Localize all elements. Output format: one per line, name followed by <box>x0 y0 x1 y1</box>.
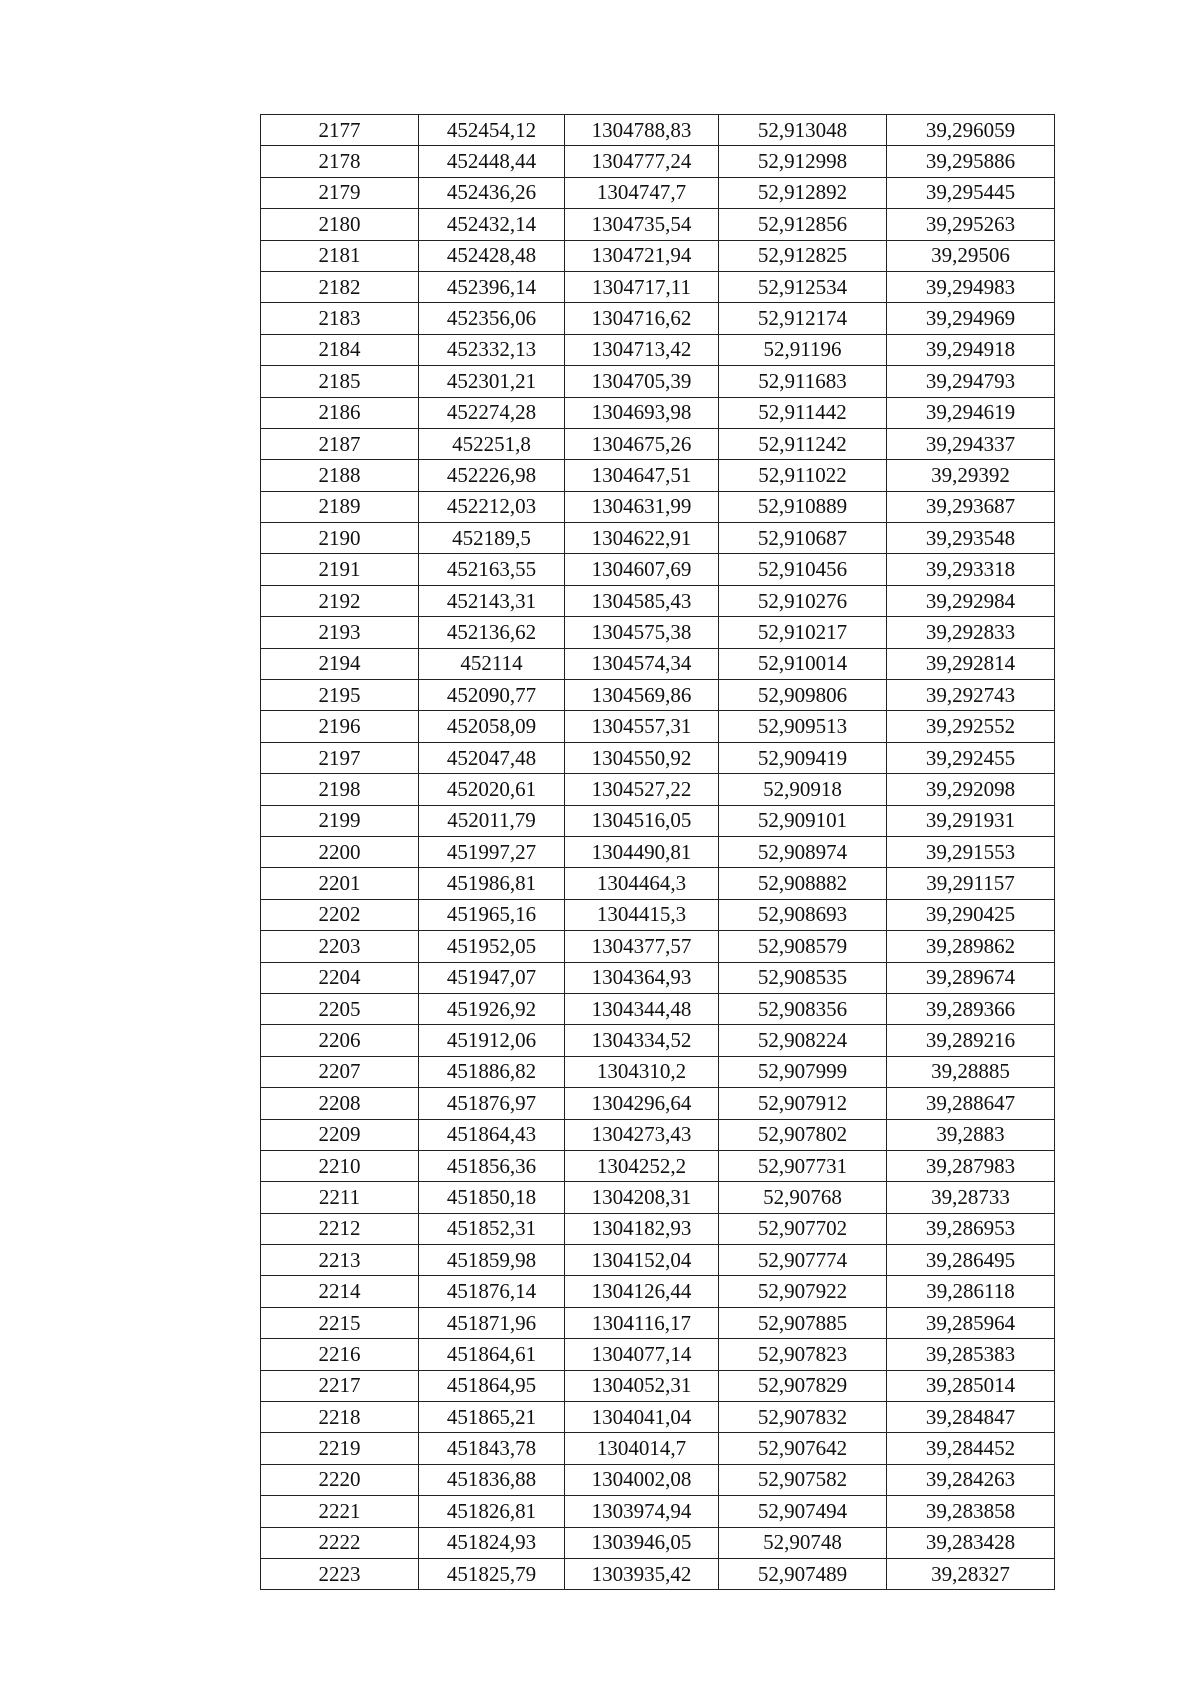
x-coordinate-cell: 452301,21 <box>419 366 565 397</box>
table-row <box>261 523 1055 554</box>
table-row <box>261 711 1055 742</box>
point-number-cell: 2201 <box>261 868 419 899</box>
table-row <box>261 899 1055 930</box>
y-coordinate-cell: 1304310,2 <box>565 1056 719 1087</box>
y-coordinate-cell: 1304516,05 <box>565 805 719 836</box>
y-coordinate-cell: 1304788,83 <box>565 115 719 146</box>
y-coordinate-cell: 1304273,43 <box>565 1119 719 1150</box>
latitude-cell: 52,911683 <box>719 366 887 397</box>
longitude-cell: 39,292984 <box>887 585 1055 616</box>
y-coordinate-cell: 1304116,17 <box>565 1307 719 1338</box>
y-coordinate-cell: 1304344,48 <box>565 993 719 1024</box>
latitude-cell: 52,909513 <box>719 711 887 742</box>
y-coordinate-cell: 1304717,11 <box>565 271 719 302</box>
point-number-cell: 2187 <box>261 428 419 459</box>
y-coordinate-cell: 1304014,7 <box>565 1433 719 1464</box>
longitude-cell: 39,28733 <box>887 1182 1055 1213</box>
table-row <box>261 554 1055 585</box>
longitude-cell: 39,28327 <box>887 1558 1055 1589</box>
longitude-cell: 39,284847 <box>887 1402 1055 1433</box>
latitude-cell: 52,908693 <box>719 899 887 930</box>
x-coordinate-cell: 452020,61 <box>419 774 565 805</box>
y-coordinate-cell: 1304713,42 <box>565 334 719 365</box>
table-row <box>261 805 1055 836</box>
point-number-cell: 2177 <box>261 115 419 146</box>
latitude-cell: 52,909806 <box>719 680 887 711</box>
longitude-cell: 39,289366 <box>887 993 1055 1024</box>
point-number-cell: 2193 <box>261 617 419 648</box>
table-row <box>261 271 1055 302</box>
x-coordinate-cell: 451876,97 <box>419 1088 565 1119</box>
latitude-cell: 52,910687 <box>719 523 887 554</box>
longitude-cell: 39,285383 <box>887 1339 1055 1370</box>
longitude-cell: 39,291931 <box>887 805 1055 836</box>
y-coordinate-cell: 1304574,34 <box>565 648 719 679</box>
y-coordinate-cell: 1304002,08 <box>565 1464 719 1495</box>
point-number-cell: 2186 <box>261 397 419 428</box>
point-number-cell: 2220 <box>261 1464 419 1495</box>
y-coordinate-cell: 1304490,81 <box>565 836 719 867</box>
y-coordinate-cell: 1303935,42 <box>565 1558 719 1589</box>
longitude-cell: 39,287983 <box>887 1150 1055 1181</box>
longitude-cell: 39,286495 <box>887 1245 1055 1276</box>
longitude-cell: 39,292814 <box>887 648 1055 679</box>
point-number-cell: 2202 <box>261 899 419 930</box>
table-row <box>261 962 1055 993</box>
y-coordinate-cell: 1304077,14 <box>565 1339 719 1370</box>
longitude-cell: 39,292743 <box>887 680 1055 711</box>
latitude-cell: 52,908356 <box>719 993 887 1024</box>
x-coordinate-cell: 452332,13 <box>419 334 565 365</box>
table-row <box>261 742 1055 773</box>
table-row <box>261 1402 1055 1433</box>
point-number-cell: 2184 <box>261 334 419 365</box>
latitude-cell: 52,910217 <box>719 617 887 648</box>
latitude-cell: 52,911442 <box>719 397 887 428</box>
y-coordinate-cell: 1304607,69 <box>565 554 719 585</box>
longitude-cell: 39,2883 <box>887 1119 1055 1150</box>
point-number-cell: 2195 <box>261 680 419 711</box>
x-coordinate-cell: 452136,62 <box>419 617 565 648</box>
longitude-cell: 39,285014 <box>887 1370 1055 1401</box>
y-coordinate-cell: 1304777,24 <box>565 146 719 177</box>
latitude-cell: 52,908882 <box>719 868 887 899</box>
x-coordinate-cell: 451997,27 <box>419 836 565 867</box>
longitude-cell: 39,293687 <box>887 491 1055 522</box>
longitude-cell: 39,293548 <box>887 523 1055 554</box>
x-coordinate-cell: 451852,31 <box>419 1213 565 1244</box>
x-coordinate-cell: 451850,18 <box>419 1182 565 1213</box>
x-coordinate-cell: 451886,82 <box>419 1056 565 1087</box>
longitude-cell: 39,294983 <box>887 271 1055 302</box>
x-coordinate-cell: 452114 <box>419 648 565 679</box>
table-row <box>261 774 1055 805</box>
longitude-cell: 39,294969 <box>887 303 1055 334</box>
point-number-cell: 2214 <box>261 1276 419 1307</box>
table-row <box>261 617 1055 648</box>
latitude-cell: 52,908224 <box>719 1025 887 1056</box>
table-row <box>261 334 1055 365</box>
y-coordinate-cell: 1304721,94 <box>565 240 719 271</box>
longitude-cell: 39,291157 <box>887 868 1055 899</box>
table-row <box>261 366 1055 397</box>
y-coordinate-cell: 1304675,26 <box>565 428 719 459</box>
table-row <box>261 836 1055 867</box>
point-number-cell: 2198 <box>261 774 419 805</box>
y-coordinate-cell: 1304252,2 <box>565 1150 719 1181</box>
y-coordinate-cell: 1304334,52 <box>565 1025 719 1056</box>
table-row <box>261 1433 1055 1464</box>
y-coordinate-cell: 1304647,51 <box>565 460 719 491</box>
latitude-cell: 52,910889 <box>719 491 887 522</box>
table-row <box>261 680 1055 711</box>
y-coordinate-cell: 1303974,94 <box>565 1496 719 1527</box>
x-coordinate-cell: 452212,03 <box>419 491 565 522</box>
longitude-cell: 39,295445 <box>887 177 1055 208</box>
y-coordinate-cell: 1304527,22 <box>565 774 719 805</box>
table-row <box>261 1182 1055 1213</box>
point-number-cell: 2205 <box>261 993 419 1024</box>
y-coordinate-cell: 1304126,44 <box>565 1276 719 1307</box>
point-number-cell: 2207 <box>261 1056 419 1087</box>
latitude-cell: 52,910276 <box>719 585 887 616</box>
y-coordinate-cell: 1304747,7 <box>565 177 719 208</box>
longitude-cell: 39,29392 <box>887 460 1055 491</box>
point-number-cell: 2190 <box>261 523 419 554</box>
y-coordinate-cell: 1304550,92 <box>565 742 719 773</box>
latitude-cell: 52,912892 <box>719 177 887 208</box>
x-coordinate-cell: 452047,48 <box>419 742 565 773</box>
point-number-cell: 2216 <box>261 1339 419 1370</box>
y-coordinate-cell: 1304464,3 <box>565 868 719 899</box>
longitude-cell: 39,294619 <box>887 397 1055 428</box>
point-number-cell: 2185 <box>261 366 419 397</box>
point-number-cell: 2215 <box>261 1307 419 1338</box>
table-row <box>261 1119 1055 1150</box>
x-coordinate-cell: 451864,43 <box>419 1119 565 1150</box>
x-coordinate-cell: 452226,98 <box>419 460 565 491</box>
table-row <box>261 1527 1055 1558</box>
longitude-cell: 39,295886 <box>887 146 1055 177</box>
y-coordinate-cell: 1304585,43 <box>565 585 719 616</box>
longitude-cell: 39,285964 <box>887 1307 1055 1338</box>
latitude-cell: 52,907832 <box>719 1402 887 1433</box>
x-coordinate-cell: 452143,31 <box>419 585 565 616</box>
longitude-cell: 39,289216 <box>887 1025 1055 1056</box>
table-row <box>261 1307 1055 1338</box>
point-number-cell: 2183 <box>261 303 419 334</box>
longitude-cell: 39,289862 <box>887 931 1055 962</box>
point-number-cell: 2196 <box>261 711 419 742</box>
longitude-cell: 39,288647 <box>887 1088 1055 1119</box>
table-row <box>261 648 1055 679</box>
table-row <box>261 240 1055 271</box>
y-coordinate-cell: 1304575,38 <box>565 617 719 648</box>
table-row <box>261 1276 1055 1307</box>
latitude-cell: 52,907912 <box>719 1088 887 1119</box>
y-coordinate-cell: 1304296,64 <box>565 1088 719 1119</box>
x-coordinate-cell: 451912,06 <box>419 1025 565 1056</box>
point-number-cell: 2178 <box>261 146 419 177</box>
table-row <box>261 460 1055 491</box>
x-coordinate-cell: 452251,8 <box>419 428 565 459</box>
point-number-cell: 2223 <box>261 1558 419 1589</box>
latitude-cell: 52,908535 <box>719 962 887 993</box>
y-coordinate-cell: 1304152,04 <box>565 1245 719 1276</box>
latitude-cell: 52,912174 <box>719 303 887 334</box>
y-coordinate-cell: 1304705,39 <box>565 366 719 397</box>
latitude-cell: 52,907494 <box>719 1496 887 1527</box>
latitude-cell: 52,907823 <box>719 1339 887 1370</box>
latitude-cell: 52,90918 <box>719 774 887 805</box>
latitude-cell: 52,907885 <box>719 1307 887 1338</box>
x-coordinate-cell: 452454,12 <box>419 115 565 146</box>
latitude-cell: 52,907922 <box>719 1276 887 1307</box>
x-coordinate-cell: 451826,81 <box>419 1496 565 1527</box>
latitude-cell: 52,912998 <box>719 146 887 177</box>
latitude-cell: 52,907642 <box>719 1433 887 1464</box>
table-row <box>261 1558 1055 1589</box>
x-coordinate-cell: 451856,36 <box>419 1150 565 1181</box>
x-coordinate-cell: 452448,44 <box>419 146 565 177</box>
longitude-cell: 39,286953 <box>887 1213 1055 1244</box>
y-coordinate-cell: 1304182,93 <box>565 1213 719 1244</box>
longitude-cell: 39,284263 <box>887 1464 1055 1495</box>
longitude-cell: 39,294793 <box>887 366 1055 397</box>
table-row <box>261 868 1055 899</box>
x-coordinate-cell: 451864,61 <box>419 1339 565 1370</box>
x-coordinate-cell: 452432,14 <box>419 209 565 240</box>
table-row <box>261 1339 1055 1370</box>
point-number-cell: 2188 <box>261 460 419 491</box>
point-number-cell: 2209 <box>261 1119 419 1150</box>
y-coordinate-cell: 1304364,93 <box>565 962 719 993</box>
latitude-cell: 52,910456 <box>719 554 887 585</box>
table-row <box>261 993 1055 1024</box>
y-coordinate-cell: 1304716,62 <box>565 303 719 334</box>
latitude-cell: 52,912825 <box>719 240 887 271</box>
latitude-cell: 52,911022 <box>719 460 887 491</box>
x-coordinate-cell: 452356,06 <box>419 303 565 334</box>
longitude-cell: 39,286118 <box>887 1276 1055 1307</box>
latitude-cell: 52,907829 <box>719 1370 887 1401</box>
point-number-cell: 2182 <box>261 271 419 302</box>
latitude-cell: 52,909101 <box>719 805 887 836</box>
x-coordinate-cell: 451836,88 <box>419 1464 565 1495</box>
y-coordinate-cell: 1304377,57 <box>565 931 719 962</box>
longitude-cell: 39,283428 <box>887 1527 1055 1558</box>
table-row <box>261 146 1055 177</box>
point-number-cell: 2222 <box>261 1527 419 1558</box>
latitude-cell: 52,90768 <box>719 1182 887 1213</box>
table-row <box>261 1370 1055 1401</box>
y-coordinate-cell: 1304208,31 <box>565 1182 719 1213</box>
point-number-cell: 2179 <box>261 177 419 208</box>
x-coordinate-cell: 452090,77 <box>419 680 565 711</box>
longitude-cell: 39,29506 <box>887 240 1055 271</box>
x-coordinate-cell: 451965,16 <box>419 899 565 930</box>
point-number-cell: 2213 <box>261 1245 419 1276</box>
y-coordinate-cell: 1304415,3 <box>565 899 719 930</box>
table-row <box>261 1025 1055 1056</box>
point-number-cell: 2219 <box>261 1433 419 1464</box>
y-coordinate-cell: 1304693,98 <box>565 397 719 428</box>
table-row <box>261 397 1055 428</box>
latitude-cell: 52,908974 <box>719 836 887 867</box>
x-coordinate-cell: 451859,98 <box>419 1245 565 1276</box>
table-row <box>261 1213 1055 1244</box>
table-row <box>261 428 1055 459</box>
y-coordinate-cell: 1304041,04 <box>565 1402 719 1433</box>
point-number-cell: 2189 <box>261 491 419 522</box>
point-number-cell: 2218 <box>261 1402 419 1433</box>
point-number-cell: 2206 <box>261 1025 419 1056</box>
latitude-cell: 52,911242 <box>719 428 887 459</box>
x-coordinate-cell: 451986,81 <box>419 868 565 899</box>
table-row <box>261 1464 1055 1495</box>
x-coordinate-cell: 451876,14 <box>419 1276 565 1307</box>
point-number-cell: 2204 <box>261 962 419 993</box>
longitude-cell: 39,292098 <box>887 774 1055 805</box>
y-coordinate-cell: 1304735,54 <box>565 209 719 240</box>
longitude-cell: 39,294337 <box>887 428 1055 459</box>
latitude-cell: 52,91196 <box>719 334 887 365</box>
y-coordinate-cell: 1303946,05 <box>565 1527 719 1558</box>
x-coordinate-cell: 451825,79 <box>419 1558 565 1589</box>
longitude-cell: 39,294918 <box>887 334 1055 365</box>
longitude-cell: 39,283858 <box>887 1496 1055 1527</box>
y-coordinate-cell: 1304569,86 <box>565 680 719 711</box>
point-number-cell: 2199 <box>261 805 419 836</box>
point-number-cell: 2192 <box>261 585 419 616</box>
table-row <box>261 177 1055 208</box>
coordinates-table-body <box>261 115 1055 1590</box>
latitude-cell: 52,907731 <box>719 1150 887 1181</box>
x-coordinate-cell: 452428,48 <box>419 240 565 271</box>
x-coordinate-cell: 451926,92 <box>419 993 565 1024</box>
point-number-cell: 2210 <box>261 1150 419 1181</box>
x-coordinate-cell: 452163,55 <box>419 554 565 585</box>
table-row <box>261 1496 1055 1527</box>
latitude-cell: 52,912856 <box>719 209 887 240</box>
point-number-cell: 2221 <box>261 1496 419 1527</box>
latitude-cell: 52,907999 <box>719 1056 887 1087</box>
longitude-cell: 39,284452 <box>887 1433 1055 1464</box>
point-number-cell: 2203 <box>261 931 419 962</box>
latitude-cell: 52,907702 <box>719 1213 887 1244</box>
x-coordinate-cell: 452396,14 <box>419 271 565 302</box>
point-number-cell: 2194 <box>261 648 419 679</box>
latitude-cell: 52,907489 <box>719 1558 887 1589</box>
x-coordinate-cell: 451824,93 <box>419 1527 565 1558</box>
x-coordinate-cell: 452436,26 <box>419 177 565 208</box>
table-row <box>261 585 1055 616</box>
point-number-cell: 2197 <box>261 742 419 773</box>
longitude-cell: 39,292455 <box>887 742 1055 773</box>
longitude-cell: 39,291553 <box>887 836 1055 867</box>
point-number-cell: 2180 <box>261 209 419 240</box>
longitude-cell: 39,290425 <box>887 899 1055 930</box>
latitude-cell: 52,913048 <box>719 115 887 146</box>
latitude-cell: 52,908579 <box>719 931 887 962</box>
x-coordinate-cell: 451947,07 <box>419 962 565 993</box>
longitude-cell: 39,28885 <box>887 1056 1055 1087</box>
x-coordinate-cell: 452274,28 <box>419 397 565 428</box>
point-number-cell: 2217 <box>261 1370 419 1401</box>
longitude-cell: 39,293318 <box>887 554 1055 585</box>
longitude-cell: 39,292552 <box>887 711 1055 742</box>
table-row <box>261 1150 1055 1181</box>
x-coordinate-cell: 451865,21 <box>419 1402 565 1433</box>
longitude-cell: 39,296059 <box>887 115 1055 146</box>
point-number-cell: 2181 <box>261 240 419 271</box>
latitude-cell: 52,907582 <box>719 1464 887 1495</box>
table-row <box>261 303 1055 334</box>
latitude-cell: 52,907802 <box>719 1119 887 1150</box>
table-row <box>261 1245 1055 1276</box>
table-row <box>261 1088 1055 1119</box>
y-coordinate-cell: 1304052,31 <box>565 1370 719 1401</box>
point-number-cell: 2212 <box>261 1213 419 1244</box>
point-number-cell: 2208 <box>261 1088 419 1119</box>
table-row <box>261 115 1055 146</box>
point-number-cell: 2211 <box>261 1182 419 1213</box>
x-coordinate-cell: 451871,96 <box>419 1307 565 1338</box>
table-row <box>261 931 1055 962</box>
latitude-cell: 52,909419 <box>719 742 887 773</box>
table-row <box>261 209 1055 240</box>
latitude-cell: 52,90748 <box>719 1527 887 1558</box>
x-coordinate-cell: 451864,95 <box>419 1370 565 1401</box>
longitude-cell: 39,295263 <box>887 209 1055 240</box>
x-coordinate-cell: 452011,79 <box>419 805 565 836</box>
latitude-cell: 52,910014 <box>719 648 887 679</box>
latitude-cell: 52,912534 <box>719 271 887 302</box>
x-coordinate-cell: 451843,78 <box>419 1433 565 1464</box>
y-coordinate-cell: 1304622,91 <box>565 523 719 554</box>
table-row <box>261 1056 1055 1087</box>
longitude-cell: 39,292833 <box>887 617 1055 648</box>
x-coordinate-cell: 452189,5 <box>419 523 565 554</box>
table-row <box>261 491 1055 522</box>
latitude-cell: 52,907774 <box>719 1245 887 1276</box>
point-number-cell: 2191 <box>261 554 419 585</box>
coordinates-table <box>260 114 1055 1590</box>
y-coordinate-cell: 1304557,31 <box>565 711 719 742</box>
x-coordinate-cell: 452058,09 <box>419 711 565 742</box>
longitude-cell: 39,289674 <box>887 962 1055 993</box>
x-coordinate-cell: 451952,05 <box>419 931 565 962</box>
point-number-cell: 2200 <box>261 836 419 867</box>
y-coordinate-cell: 1304631,99 <box>565 491 719 522</box>
